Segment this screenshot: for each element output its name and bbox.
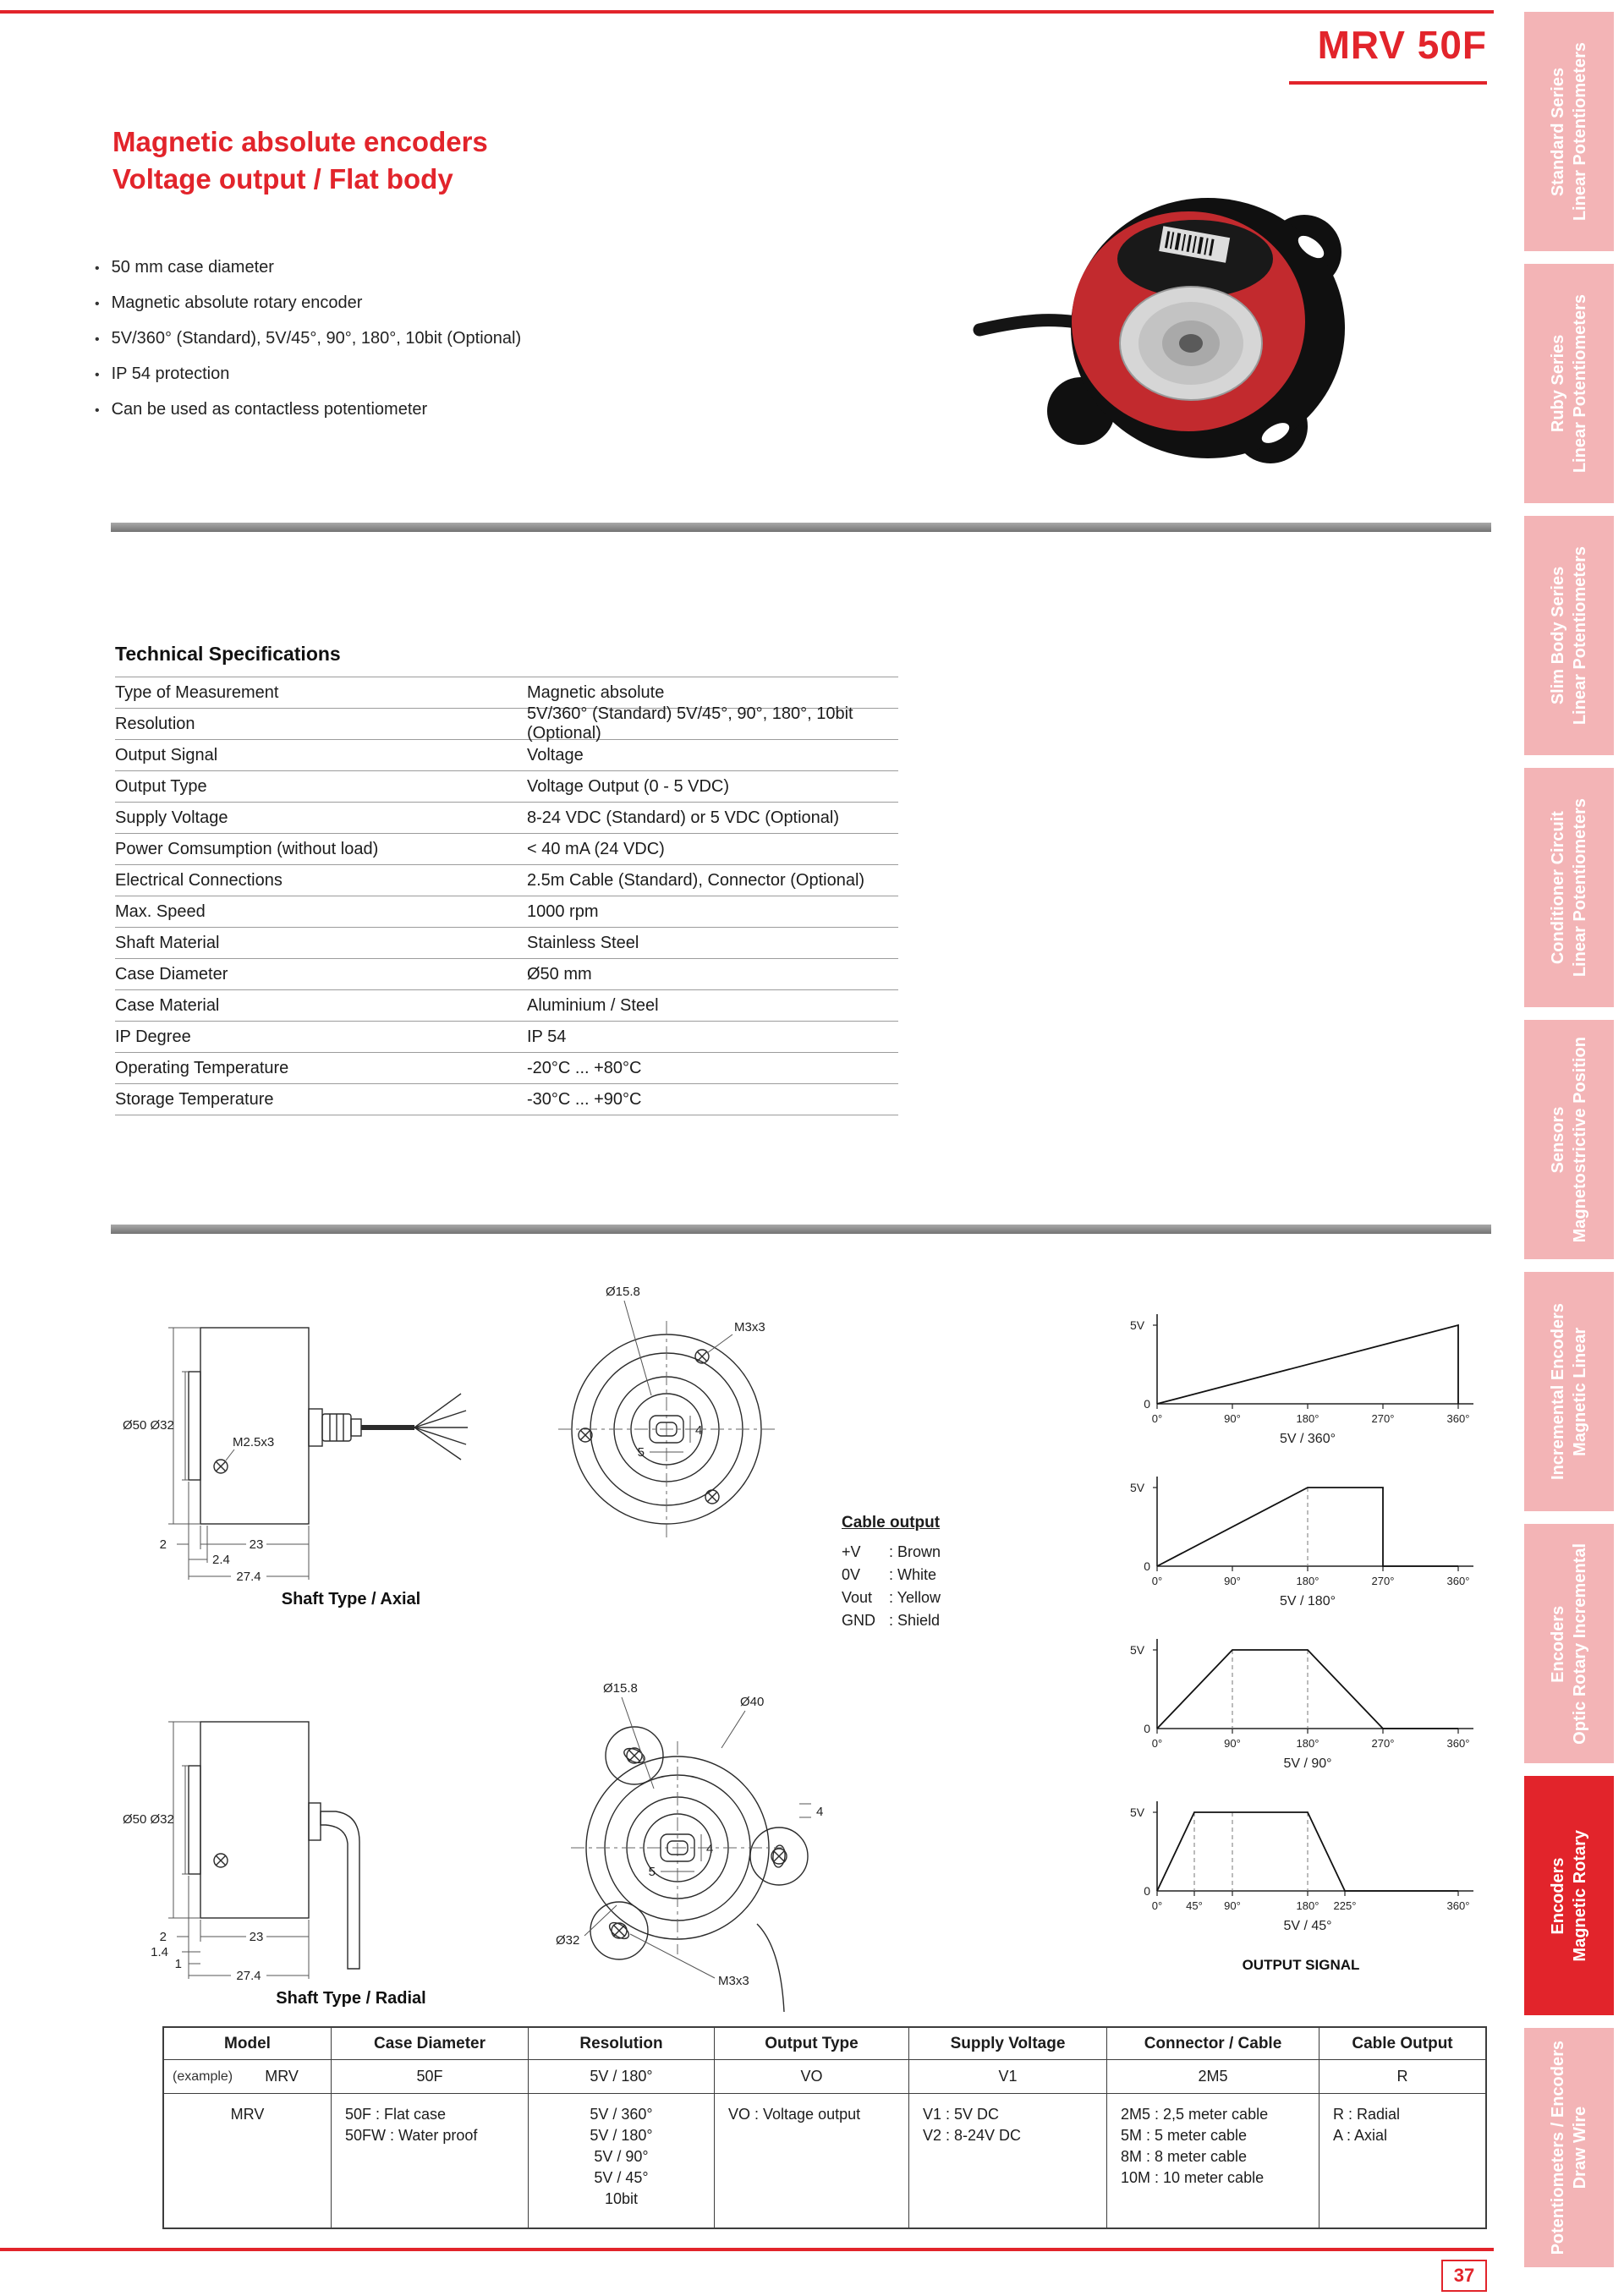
spec-value: -30°C ... +90°C	[527, 1089, 642, 1109]
order-example-cell: 2M5	[1107, 2060, 1320, 2094]
svg-text:270°: 270°	[1371, 1737, 1395, 1750]
sidebar-tab-linear-potentiometers-standard-series[interactable]: Linear Potentiometers Standard Series	[1524, 12, 1614, 251]
spec-row	[115, 896, 898, 928]
spec-label: Case Material	[115, 995, 220, 1015]
spec-label: Case Diameter	[115, 964, 228, 984]
dim-label-1: 1	[174, 1957, 182, 1971]
axial-front-drawing	[524, 1279, 812, 1566]
svg-text:90°: 90°	[1224, 1737, 1241, 1750]
axial-caption: Shaft Type / Axial	[281, 1590, 421, 1608]
dim-label-2: 2	[159, 1537, 167, 1552]
order-detail-connector-cable: 2M5 : 2,5 meter cable 5M : 5 meter cable 8M : 8 meter cable 10M : 10 meter cable	[1107, 2094, 1320, 2228]
dim-label-40: Ø40	[740, 1695, 765, 1709]
dim-label-ear-4: 4	[816, 1805, 824, 1819]
spec-row	[115, 928, 898, 959]
svg-text:90°: 90°	[1224, 1575, 1241, 1587]
svg-text:90°: 90°	[1224, 1899, 1241, 1912]
dim-label-hub: Ø15.8	[606, 1285, 640, 1299]
dim-label-diameters: Ø50 Ø32	[123, 1812, 174, 1827]
order-col-header: Resolution	[529, 2028, 715, 2060]
spec-row	[115, 865, 898, 896]
cable-output-heading: Cable output	[842, 1514, 941, 1532]
sidebar-tab-linear-potentiometers-ruby-series[interactable]: Linear Potentiometers Ruby Series	[1524, 264, 1614, 503]
spec-value: Voltage Output (0 - 5 VDC)	[527, 776, 730, 796]
svg-text:180°: 180°	[1296, 1899, 1320, 1912]
bullet-icon: •	[95, 368, 100, 382]
svg-text:5V / 180°: 5V / 180°	[1280, 1594, 1336, 1608]
spec-value: 5V/360° (Standard) 5V/45°, 90°, 180°, 10bit (Optional)	[527, 704, 853, 743]
product-photo	[973, 151, 1379, 489]
bullet-icon: •	[95, 332, 100, 347]
ordering-table	[162, 2026, 1487, 2229]
spec-value: Aluminium / Steel	[527, 995, 659, 1015]
svg-text:360°: 360°	[1446, 1737, 1470, 1750]
dim-label-5: 5	[648, 1865, 656, 1879]
cable-output-legend	[842, 1514, 1045, 1632]
spec-label: Power Comsumption (without load)	[115, 839, 379, 858]
page-title: MRV 50F	[1317, 23, 1487, 67]
sidebar-tab-magnetostrictive-position-sensors[interactable]: Magnetostrictive Position Sensors	[1524, 1020, 1614, 1259]
dim-label-24: 2.4	[212, 1553, 230, 1567]
dim-label-32: Ø32	[556, 1933, 580, 1948]
spec-row	[115, 959, 898, 990]
axial-side-drawing	[123, 1301, 486, 1588]
svg-text:180°: 180°	[1296, 1412, 1320, 1425]
order-detail-cable-output: R : Radial A : Axial	[1333, 2106, 1401, 2144]
dim-label-m25x3: M2.5x3	[233, 1435, 275, 1449]
spec-value: IP 54	[527, 1027, 567, 1046]
cable-output-line: GND : Shield	[842, 1612, 941, 1629]
spec-label: Storage Temperature	[115, 1089, 274, 1109]
spec-value: 2.5m Cable (Standard), Connector (Optional)	[527, 870, 865, 890]
svg-text:360°: 360°	[1446, 1575, 1470, 1587]
svg-text:360°: 360°	[1446, 1412, 1470, 1425]
cable-output-line: +V : Brown	[842, 1543, 941, 1560]
document-title	[112, 123, 488, 198]
dim-label-274: 27.4	[236, 1969, 261, 1983]
spec-label: IP Degree	[115, 1027, 191, 1046]
top-red-rule	[0, 10, 1494, 14]
spec-label: Output Signal	[115, 745, 218, 764]
dim-label-274: 27.4	[236, 1570, 261, 1584]
order-detail-supply-voltage: V1 : 5V DC V2 : 8-24V DC	[909, 2094, 1107, 2228]
order-col-header: Model	[164, 2028, 332, 2060]
output-graph-5v-360	[1115, 1304, 1487, 1448]
svg-text:90°: 90°	[1224, 1412, 1241, 1425]
spec-value: Magnetic absolute	[527, 682, 665, 702]
order-example-cell: 50F	[332, 2060, 529, 2094]
spec-label: Operating Temperature	[115, 1058, 289, 1077]
spec-label: Type of Measurement	[115, 682, 279, 702]
order-example-cell: R	[1320, 2060, 1485, 2094]
spec-row	[115, 704, 898, 743]
svg-text:5V: 5V	[1130, 1806, 1145, 1819]
sidebar-tab-linear-potentiometers-slim-body-series[interactable]: Linear Potentiometers Slim Body Series	[1524, 516, 1614, 755]
feature-list	[95, 250, 521, 428]
dim-label-23: 23	[249, 1930, 264, 1944]
spec-label: Electrical Connections	[115, 870, 283, 890]
svg-text:0°: 0°	[1151, 1575, 1163, 1587]
spec-value: < 40 mA (24 VDC)	[527, 839, 665, 858]
spec-label: Supply Voltage	[115, 808, 228, 827]
output-signal-graphs	[1115, 1304, 1487, 1935]
radial-side-drawing	[123, 1688, 486, 1992]
bottom-red-rule	[0, 2248, 1494, 2251]
svg-text:0°: 0°	[1151, 1899, 1163, 1912]
order-detail-output-type: VO : Voltage output	[715, 2094, 909, 2228]
bullet-icon: •	[95, 403, 100, 418]
order-col-header: Connector / Cable	[1107, 2028, 1320, 2060]
sidebar-tab-magnetic-linear-incremental-encoders[interactable]: Magnetic Linear Incremental Encoders	[1524, 1272, 1614, 1511]
specs-table	[115, 677, 898, 1115]
dim-label-4: 4	[695, 1423, 703, 1438]
feature-item: • Can be used as contactless potentiometer	[95, 392, 521, 428]
spec-row	[115, 803, 898, 834]
document-title-line2: Voltage output / Flat body	[112, 163, 453, 195]
dim-label-14: 1.4	[151, 1945, 168, 1959]
sidebar-tab-draw-wire-potentiometers-encoders[interactable]: Draw Wire Potentiometers / Encoders	[1524, 2028, 1614, 2267]
output-graph-5v-45	[1115, 1791, 1487, 1935]
svg-text:0: 0	[1144, 1559, 1150, 1573]
dim-label-23: 23	[249, 1537, 264, 1552]
dim-label-5: 5	[637, 1445, 645, 1460]
svg-text:0: 0	[1144, 1397, 1150, 1411]
svg-text:270°: 270°	[1371, 1412, 1395, 1425]
document-title-line1: Magnetic absolute encoders	[112, 126, 488, 157]
spec-row	[115, 1022, 898, 1053]
order-col-header: Supply Voltage	[909, 2028, 1107, 2060]
order-col-header: Cable Output	[1320, 2028, 1485, 2060]
spec-row	[115, 1084, 898, 1115]
svg-text:180°: 180°	[1296, 1737, 1320, 1750]
spec-value: Stainless Steel	[527, 933, 639, 952]
spec-value: Ø50 mm	[527, 964, 592, 984]
spec-value: 1000 rpm	[527, 901, 599, 921]
spec-row	[115, 771, 898, 803]
spec-value: -20°C ... +80°C	[527, 1058, 642, 1077]
svg-text:0°: 0°	[1151, 1412, 1163, 1425]
spec-value: Voltage	[527, 745, 584, 764]
svg-text:5V / 90°: 5V / 90°	[1283, 1756, 1332, 1771]
spec-row	[115, 1053, 898, 1084]
page-number: 37	[1441, 2260, 1487, 2292]
spec-row	[115, 990, 898, 1022]
svg-text:5V / 45°: 5V / 45°	[1283, 1919, 1332, 1933]
radial-front-drawing	[512, 1679, 850, 2017]
order-col-header: Case Diameter	[332, 2028, 529, 2060]
spec-label: Output Type	[115, 776, 207, 796]
svg-text:360°: 360°	[1446, 1899, 1470, 1912]
bullet-icon: •	[95, 297, 100, 311]
order-example-cell: 5V / 180°	[529, 2060, 715, 2094]
sidebar-tab-optic-rotary-incremental-encoders[interactable]: Optic Rotary Incremental Encoders	[1524, 1524, 1614, 1763]
cable-output-line: 0V : White	[842, 1566, 937, 1583]
svg-text:5V / 360°: 5V / 360°	[1280, 1432, 1336, 1446]
output-graph-5v-180	[1115, 1466, 1487, 1610]
spec-label: Resolution	[115, 714, 195, 733]
radial-caption: Shaft Type / Radial	[276, 1989, 426, 2008]
feature-item: • 5V/360° (Standard), 5V/45°, 90°, 180°, 10bit (Optional)	[95, 321, 521, 357]
feature-item: • IP 54 protection	[95, 357, 521, 392]
output-graph-5v-90	[1115, 1629, 1487, 1773]
svg-text:0: 0	[1144, 1722, 1150, 1735]
svg-text:45°: 45°	[1186, 1899, 1203, 1912]
output-signal-label: OUTPUT SIGNAL	[1242, 1957, 1360, 1973]
spec-row	[115, 740, 898, 771]
section-divider	[111, 523, 1491, 532]
order-example-cell: V1	[909, 2060, 1107, 2094]
example-note: (example)	[173, 2069, 233, 2084]
svg-text:180°: 180°	[1296, 1575, 1320, 1587]
svg-text:270°: 270°	[1371, 1575, 1395, 1587]
dim-label-m3x3: M3x3	[734, 1320, 765, 1334]
order-example-cell: VO	[715, 2060, 909, 2094]
spec-value: 8-24 VDC (Standard) or 5 VDC (Optional)	[527, 808, 840, 827]
specs-heading: Technical Specifications	[115, 643, 341, 665]
svg-text:5V: 5V	[1130, 1643, 1145, 1657]
feature-item: • 50 mm case diameter	[95, 250, 521, 286]
dim-label-diameters: Ø50 Ø32	[123, 1418, 174, 1433]
order-detail-case-diameter: 50F : Flat case 50FW : Water proof	[332, 2094, 529, 2228]
spec-row	[115, 834, 898, 865]
dim-label-hub: Ø15.8	[603, 1681, 638, 1696]
dim-label-4: 4	[706, 1842, 714, 1856]
title-underline	[1289, 81, 1487, 85]
sidebar-tab-magnetic-rotary-encoders[interactable]: Magnetic Rotary Encoders	[1524, 1776, 1614, 2015]
spec-label: Shaft Material	[115, 933, 220, 952]
dim-label-2: 2	[159, 1930, 167, 1944]
dim-label-m3x3: M3x3	[718, 1974, 749, 1988]
svg-text:0°: 0°	[1151, 1737, 1163, 1750]
svg-text:225°: 225°	[1333, 1899, 1357, 1912]
order-detail-model: MRV	[164, 2094, 332, 2228]
spec-label: Max. Speed	[115, 901, 206, 921]
order-col-header: Output Type	[715, 2028, 909, 2060]
svg-text:5V: 5V	[1130, 1318, 1145, 1332]
svg-text:0: 0	[1144, 1884, 1150, 1898]
svg-text:5V: 5V	[1130, 1481, 1145, 1494]
cable-output-line: Vout : Yellow	[842, 1589, 941, 1606]
order-example-model: (example) MRV	[164, 2060, 332, 2094]
order-detail-resolution: 5V / 360° 5V / 180° 5V / 90° 5V / 45° 10bit	[529, 2094, 715, 2228]
sidebar-tab-linear-potentiometers-conditioner-circuit[interactable]: Linear Potentiometers Conditioner Circuit	[1524, 768, 1614, 1007]
feature-item: • Magnetic absolute rotary encoder	[95, 286, 521, 321]
section-divider	[111, 1225, 1491, 1234]
bullet-icon: •	[95, 261, 100, 276]
